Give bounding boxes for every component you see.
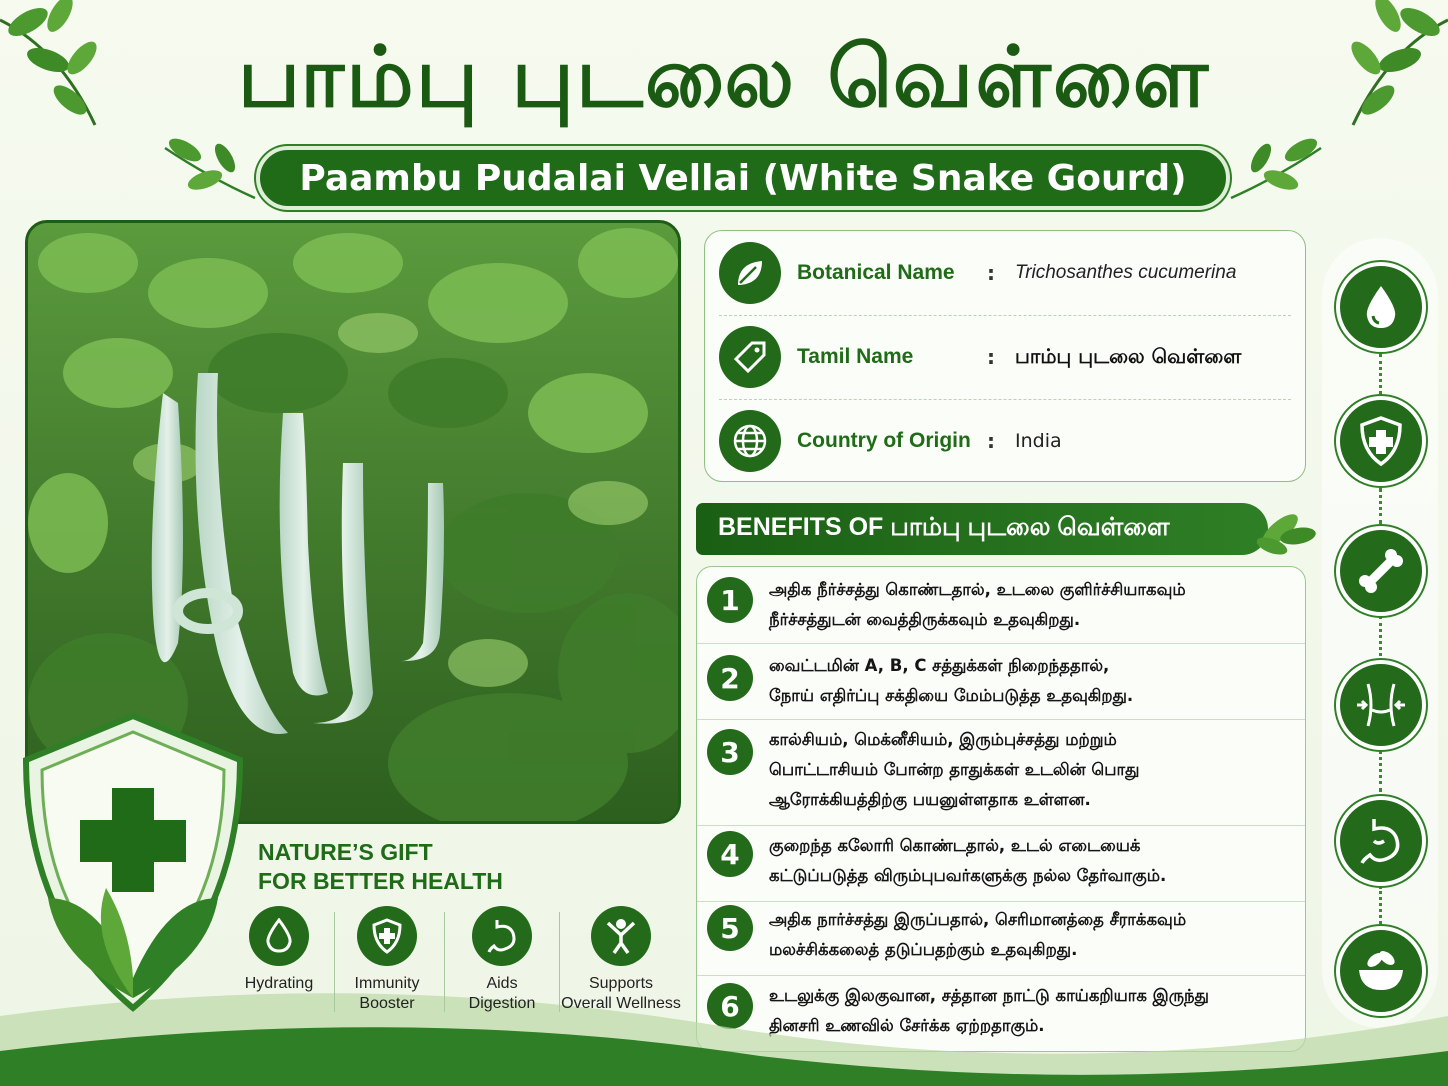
- badge-label: Immunity: [354, 975, 420, 992]
- benefit-item: [697, 825, 1305, 901]
- waist-icon: [1336, 660, 1426, 750]
- shield-plus-icon: [1336, 396, 1426, 486]
- benefit-text: அதிக நார்ச்சத்து இருப்பதால், செரிமானத்தை சீராக்கவும்: [769, 910, 1187, 929]
- stomach-icon: [472, 906, 532, 966]
- info-label: Country of Origin: [797, 429, 971, 452]
- benefit-item: [697, 719, 1305, 825]
- info-label: Botanical Name: [797, 261, 955, 284]
- subtitle: Paambu Pudalai Vellai (White Snake Gourd): [299, 157, 1187, 199]
- info-value: India: [1015, 430, 1062, 452]
- badge-digestion: [442, 906, 562, 1014]
- benefit-number: 5: [707, 905, 753, 951]
- benefit-text: மலச்சிக்கலைத் தடுப்பதற்கும் உதவுகிறது.: [769, 940, 1078, 959]
- info-value: பாம்பு புடலை வெள்ளை: [1015, 343, 1242, 368]
- water-drop-icon: [1336, 262, 1426, 352]
- globe-icon: [719, 410, 781, 472]
- badge-immunity: [327, 906, 447, 1014]
- info-row-origin: Country of Origin : India: [705, 399, 1305, 483]
- info-value: Trichosanthes cucumerina: [1015, 262, 1237, 283]
- stomach-icon: [1336, 796, 1426, 886]
- benefit-text: நீர்ச்சத்துடன் வைத்திருக்கவும் உதவுகிறது.: [769, 610, 1081, 629]
- info-label: Tamil Name: [797, 345, 914, 368]
- badge-hydrating: [219, 906, 339, 994]
- benefit-text: வைட்டமின் A, B, C சத்துக்கள் நிறைந்ததால்,: [769, 656, 1110, 675]
- wellness-person-icon: [591, 906, 651, 966]
- info-row-botanical: Botanical Name : Trichosanthes cucumerina: [705, 231, 1305, 315]
- badge-label: Overall Wellness: [561, 995, 681, 1012]
- benefit-text: உடலுக்கு இலகுவான, சத்தான நாட்டு காய்கறியாக இருந்து: [769, 986, 1209, 1005]
- leaf-icon: [719, 242, 781, 304]
- leaf-sprig-icon: [150, 128, 260, 208]
- info-row-tamil-name: Tamil Name : பாம்பு புடலை வெள்ளை: [705, 315, 1305, 399]
- benefit-text: அதிக நீர்ச்சத்து கொண்டதால், உடலை குளிர்ச்சியாகவும்: [769, 580, 1186, 599]
- badge-label: Digestion: [468, 995, 536, 1012]
- benefits-header: [696, 503, 1268, 555]
- health-shield-icon: [18, 708, 248, 1018]
- benefit-text: கால்சியம், மெக்னீசியம், இரும்புச்சத்து மற்றும்: [769, 730, 1117, 749]
- benefit-text: குறைந்த கலோரி கொண்டதால், உடல் எடையைக்: [769, 836, 1141, 855]
- bone-icon: [1336, 526, 1426, 616]
- nature-tagline: [258, 838, 503, 896]
- benefit-number: 4: [707, 831, 753, 877]
- benefit-number: 3: [707, 729, 753, 775]
- benefits-title: BENEFITS OF பாம்பு புடலை வெள்ளை: [718, 513, 1170, 541]
- nature-tagline-line2: FOR BETTER HEALTH: [258, 868, 503, 894]
- shield-plus-icon: [357, 906, 417, 966]
- leaf-sprig-icon: [1250, 496, 1320, 560]
- benefit-item: [697, 643, 1305, 719]
- benefit-text: தினசரி உணவில் சேர்க்க ஏற்றதாகும்.: [769, 1016, 1045, 1035]
- badge-wellness: [561, 906, 681, 1014]
- benefit-text: நோய் எதிர்ப்பு சக்தியை மேம்படுத்த உதவுகிறது.: [769, 686, 1134, 705]
- benefit-text: ஆரோக்கியத்திற்கு பயனுள்ளதாக உள்ளன.: [769, 790, 1091, 809]
- badge-label: Hydrating: [244, 975, 314, 992]
- benefit-number: 6: [707, 983, 753, 1029]
- page-title: பாம்பு புடலை வெள்ளை: [237, 28, 1211, 126]
- benefit-text: கட்டுப்படுத்த விரும்புபவர்களுக்கு நல்ல தேர்வாகும்.: [769, 866, 1167, 885]
- leaf-sprig-icon: [1226, 128, 1336, 208]
- tag-icon: [719, 326, 781, 388]
- badge-label: Booster: [359, 995, 415, 1012]
- benefit-text: பொட்டாசியம் போன்ற தாதுக்கள் உடலின் பொது: [769, 760, 1140, 779]
- benefit-item: [697, 567, 1305, 643]
- info-card: [704, 230, 1306, 482]
- water-drop-icon: [249, 906, 309, 966]
- subtitle-banner: [256, 146, 1230, 210]
- benefit-number: 1: [707, 577, 753, 623]
- nature-tagline-line1: NATURE’S GIFT: [258, 839, 433, 865]
- benefit-number: 2: [707, 655, 753, 701]
- badge-label: Supports: [588, 975, 654, 992]
- badge-label: Aids: [486, 975, 518, 992]
